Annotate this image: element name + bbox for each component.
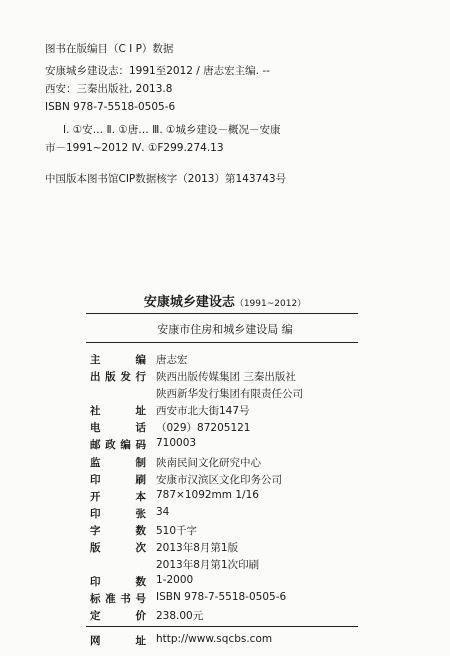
info-value: 1-2000	[156, 574, 194, 586]
info-label: 出版发行	[90, 371, 146, 383]
info-value: 510千字	[156, 525, 198, 537]
cip-header: 图书在版编目（C I P）数据	[45, 43, 174, 55]
info-label: 主 编	[90, 354, 146, 366]
cip-line: 西安：三秦出版社, 2013.8	[45, 83, 173, 95]
info-label: 邮政编码	[90, 439, 146, 451]
editor-line: 安康市住房和城乡建设局 编	[157, 323, 293, 336]
book-title	[0, 291, 450, 310]
info-label: 版 次	[90, 542, 146, 554]
info-value: 2013年8月第1版	[156, 542, 239, 554]
website-link[interactable]: http://www.sqcbs.com	[156, 633, 273, 645]
info-value: 陕西新华发行集团有限责任公司	[156, 388, 303, 400]
cip-core-number: 中国版本图书馆CIP数据核字（2013）第143743号	[45, 173, 287, 185]
editor-divider	[86, 342, 358, 343]
title-divider	[86, 313, 358, 314]
info-label: 定 价	[90, 610, 146, 622]
info-value: 787×1092mm 1/16	[156, 489, 259, 501]
cip-subject-line: Ⅰ. ①安… Ⅱ. ①唐… Ⅲ. ①城乡建设－概况－安康	[63, 124, 281, 136]
cip-subject-line: 市－1991~2012 Ⅳ. ①F299.274.13	[45, 142, 224, 154]
info-label: 印 数	[90, 576, 146, 588]
info-label: 监 制	[90, 457, 146, 469]
book-title-main: 安康城乡建设志	[143, 295, 235, 310]
info-value: 西安市北大街147号	[156, 405, 250, 417]
info-value: 2013年8月第1次印刷	[156, 559, 260, 571]
info-label: 印 张	[90, 508, 146, 520]
info-value: 34	[156, 506, 170, 518]
info-label: 电 话	[90, 422, 146, 434]
info-label: 网 址	[90, 635, 146, 647]
info-value: 710003	[156, 437, 197, 449]
info-value: 238.00元	[156, 610, 204, 622]
info-value: （029）87205121	[156, 422, 251, 434]
footer-divider	[86, 626, 358, 627]
info-value: 安康市汉滨区文化印务公司	[156, 474, 282, 486]
info-value: ISBN 978-7-5518-0505-6	[156, 591, 287, 603]
info-label: 印 刷	[90, 474, 146, 486]
cip-isbn: ISBN 978-7-5518-0505-6	[45, 101, 176, 113]
book-title-years: （1991~2012）	[234, 299, 307, 309]
info-value: 陕南民间文化研究中心	[156, 457, 261, 469]
info-value: 陕西出版传媒集团 三秦出版社	[156, 371, 296, 383]
info-label: 字 数	[90, 525, 146, 537]
info-label: 社 址	[90, 405, 146, 417]
info-value: 唐志宏	[156, 354, 188, 366]
cip-line: 安康城乡建设志：1991至2012 / 唐志宏主编. --	[45, 65, 270, 77]
info-label: 开 本	[90, 491, 146, 503]
info-label: 标准书号	[90, 593, 146, 605]
